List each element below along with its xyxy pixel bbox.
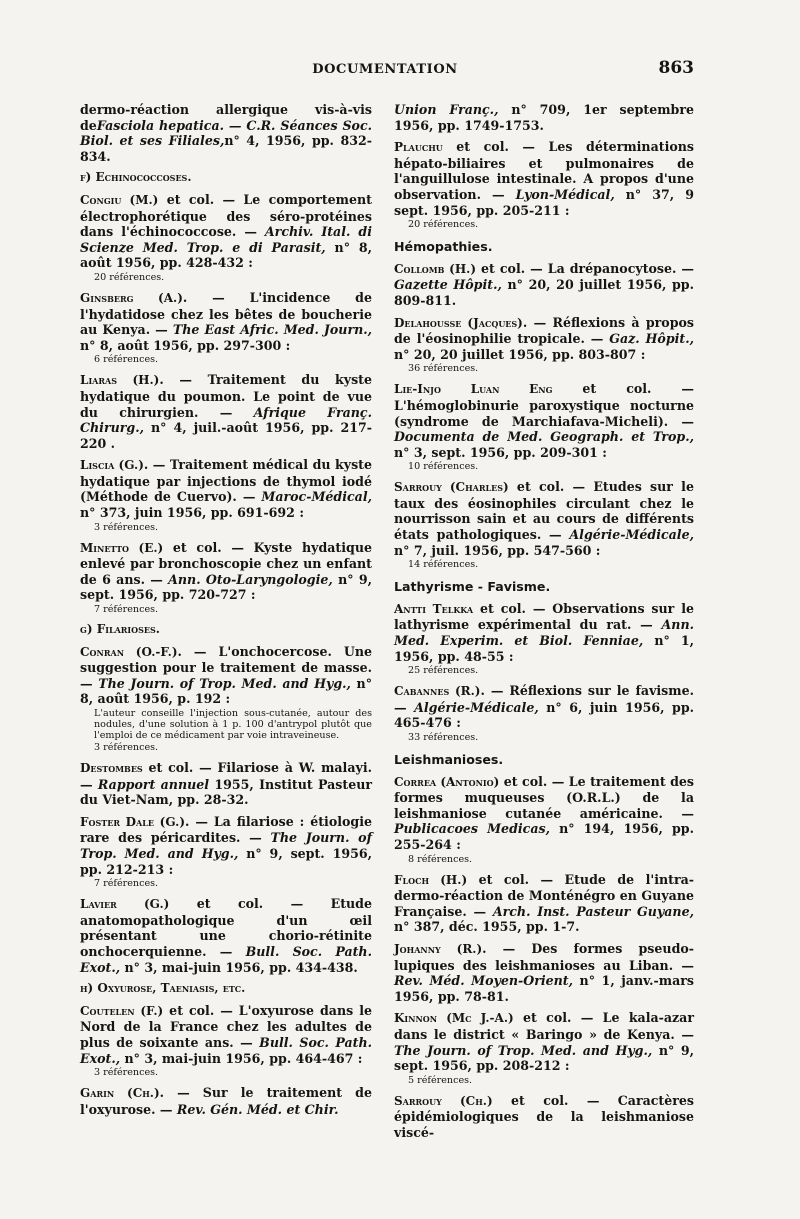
entry-body (394, 601, 694, 664)
entry-author: Sarrouy (Ch.) (394, 1093, 493, 1108)
entry-author: Plauchu (394, 140, 443, 155)
entry-publication: n° 3, sept. 1956, pp. 209-301 : (394, 444, 607, 460)
bibliography-entry (394, 479, 694, 571)
entry-author: Congiu (M.) (80, 192, 159, 207)
entry-author: Cabannes (R.) (394, 684, 481, 699)
entry-body (394, 102, 694, 133)
bibliography-entry (80, 760, 372, 808)
entry-body (394, 381, 694, 460)
entry-author: Floch (H.) (394, 872, 468, 887)
bibliography-entry (394, 872, 694, 935)
entry-author: Foster Dale (G.) (80, 814, 186, 829)
entry-references: 3 références. (94, 521, 159, 533)
section-heading: Hémopathies. (394, 239, 493, 255)
entry-body (80, 644, 372, 707)
entry-title: et col. — Le kala-azar dans le district « Baringo » de Kenya. — (394, 1010, 694, 1042)
entry-journal: Publicacoes Medicas, (394, 821, 550, 837)
entry-body (394, 479, 694, 558)
entry-references: 14 références. (408, 559, 479, 571)
bibliography-entry (394, 381, 694, 473)
entry-title: et col. — Le traitement des formes muqueuses (O.R.L.) de la leishmaniose cutanée américaine. — (394, 773, 694, 821)
entry-publication: n° 20, 20 juillet 1956, pp. 809-811. (394, 277, 694, 308)
bibliography-entry (394, 261, 694, 309)
entry-journal: Union Franç., (394, 102, 499, 117)
entry-references: 3 références. (94, 1067, 159, 1079)
entry-journal: Gaz. Hôpit., (609, 331, 694, 347)
entry-publication: n° 373, juin 1956, pp. 691-692 : (80, 505, 304, 521)
entry-title: et col. — La drépanocytose. — (476, 260, 694, 276)
entry-body (394, 872, 694, 935)
entry-publication: n° 37, 9 sept. 1956, pp. 205-211 : (394, 186, 695, 218)
entry-journal: The East Afric. Med. Journ., (172, 322, 373, 338)
entry-body (80, 192, 372, 271)
bibliography-entry (80, 814, 372, 890)
entry-publication: n° 4, juil.-août 1956, pp. 217-220 . (80, 420, 372, 451)
bibliography-entry (80, 102, 372, 164)
entry-references: 33 références. (408, 732, 479, 743)
page-number: 863 (658, 58, 694, 78)
bibliography-entry (80, 644, 372, 754)
entry-journal: Fasciola hepatica. — C.R. Séances Soc. Biol. et ses Filiales, (80, 117, 372, 149)
entry-body (394, 941, 694, 1004)
entry-publication: n° 8, août 1956, pp. 297-300 : (80, 337, 291, 353)
entry-author: Sarrouy (Charles) (394, 480, 509, 495)
entry-journal: Bull. Soc. Path. Exot., (80, 1034, 372, 1066)
entry-title: et col. — Etude anatomopathologique d'un œil présentant une chorio-rétinite onchocerquienne. — (80, 896, 372, 959)
entry-publication: n° 9, sept. 1956, pp. 212-213 : (80, 845, 372, 877)
entry-journal: Documenta de Med. Geograph. et Trop., (394, 429, 694, 445)
bibliography-entry (80, 457, 372, 533)
entry-body (80, 1085, 372, 1117)
entry-journal: Algérie-Médicale, (414, 699, 539, 715)
bibliography-entry (394, 601, 694, 677)
entry-body (394, 139, 694, 218)
bibliography-entry (80, 896, 372, 975)
entry-title: . — L'incidence de l'hydatidose chez les bêtes de boucherie au Kenya. — (80, 289, 372, 338)
entry-author: Delahousse (Jacques) (394, 315, 523, 330)
entry-title: . — L'onchocercose. Une suggestion pour le traitement de masse. — (80, 643, 372, 691)
entry-title: et col. — Caractères épidémiologiques de la leishmaniose viscé- (394, 1092, 694, 1140)
entry-references: 3 références. (94, 742, 159, 753)
entry-publication: n° 9, sept. 1956, pp. 720-727 : (80, 571, 372, 603)
entry-title: et col. — L'hémoglobinurie paroxystique nocturne (syndrome de Marchiafava-Micheli). — (394, 381, 694, 429)
entry-publication: n° 1, 1956, pp. 48-55 : (394, 633, 694, 664)
entry-body (80, 540, 372, 603)
bibliography-entry (394, 683, 694, 744)
entry-publication: 1955, Institut Pasteur du Viet-Nam, pp. 28-32. (80, 776, 372, 808)
entry-title: . — Réflexions sur le favisme. — (394, 683, 694, 715)
entry-author: Minetto (E.) (80, 540, 164, 555)
bibliography-entry (394, 941, 694, 1004)
entry-journal: The Journ. of Trop. Med. and Hyg., (98, 675, 351, 691)
entry-title: et col. — Les déterminations hépato-biliaires et pulmonaires de l'anguillulose intestinale. A propos d'une observation. — (394, 139, 694, 202)
entry-body (80, 457, 372, 520)
entry-title: et col. — Observations sur le lathyrisme expérimental du rat. — (394, 600, 694, 633)
entry-body (80, 1003, 372, 1066)
section-heading: Lathyrisme - Favisme. (394, 579, 551, 595)
entry-author: Johanny (R.) (394, 941, 483, 956)
entry-references: 7 références. (94, 878, 159, 890)
entry-body (80, 102, 372, 164)
entry-body (80, 760, 372, 808)
left-column (80, 102, 372, 1123)
entry-author: Garin (Ch.) (80, 1086, 160, 1101)
subsection-heading: f) Echinococcoses. (80, 170, 192, 185)
entry-journal: The Journ. of Trop. Med. and Hyg., (394, 1042, 653, 1058)
entry-journal: Lyon-Médical, (515, 186, 615, 202)
entry-journal: Archiv. Ital. di Scienze Med. Trop. e di Parasit, (80, 224, 372, 255)
entry-body (394, 1093, 694, 1141)
entry-publication: n° 194, 1956, pp. 255-264 : (394, 821, 694, 852)
entry-title: . — Traitement médical du kyste hydatique par injections de thymol iodé (Méthode de Cuervo). — (80, 457, 372, 505)
entry-author: Destombes (80, 761, 143, 775)
entry-title: . — Réflexions à propos de l'éosinophilie tropicale. — (394, 314, 694, 347)
entry-publication: n° 7, juil. 1956, pp. 547-560 : (394, 542, 601, 558)
entry-body (394, 261, 694, 309)
entry-title: et col. — Kyste hydatique enlevé par bronchoscopie chez un enfant de 6 ans. — (80, 539, 372, 587)
entry-journal: Rapport annuel (97, 776, 210, 792)
entry-references: 10 références. (408, 461, 479, 473)
bibliography-entry (394, 139, 694, 231)
entry-publication: n° 3, mai-juin 1956, pp. 434-438. (120, 959, 358, 975)
entry-title: et col. — Etudes sur le taux des éosinophiles circulant chez le nourrisson sain et au cours de différents états pathologiques. — (394, 479, 694, 543)
entry-publication: n° 20, 20 juillet 1956, pp. 803-807 : (394, 346, 646, 362)
bibliography-entry (80, 1003, 372, 1079)
entry-publication: n° 4, 1956, pp. 832-834. (80, 133, 372, 164)
right-column (394, 102, 694, 1146)
entry-publication: n° 387, déc. 1955, pp. 1-7. (394, 919, 580, 935)
section-heading: Leishmanioses. (394, 752, 504, 767)
entry-publication: n° 709, 1er septembre 1956, pp. 1749-1753. (394, 102, 694, 133)
entry-journal: Ann. Oto-Laryngologie, (168, 571, 333, 587)
entry-author: Correa (Antonio) (394, 774, 500, 789)
subsection-heading: g) Filarioses. (80, 622, 160, 637)
entry-journal: Rev. Méd. Moyen-Orient, (394, 973, 573, 989)
entry-body (394, 774, 694, 853)
bibliography-entry (80, 540, 372, 616)
entry-publication: n° 1, janv.-mars 1956, pp. 78-81. (394, 973, 694, 1004)
entry-title: et col. — L'oxyurose dans le Nord de la France chez les adultes de plus de soixante ans. — (80, 1002, 372, 1050)
running-title: DOCUMENTATION (312, 62, 458, 77)
entry-references: 20 références. (94, 271, 165, 283)
entry-journal: Bull. Soc. Path. Exot., (80, 943, 372, 975)
entry-journal: The Journ. of Trop. Med. and Hyg., (80, 830, 372, 861)
entry-title: et col. — Filariose à W. malayi. — (80, 760, 372, 792)
entry-author: Lavier (G.) (80, 897, 170, 912)
entry-author: Kinnon (Mc J.-A.) (394, 1011, 514, 1026)
bibliography-entry (80, 290, 372, 366)
entry-journal: Rev. Gén. Méd. et Chir. (176, 1101, 339, 1117)
entry-title: . — Traitement du kyste hydatique du poumon. Le point de vue du chirurgien. — (80, 372, 372, 420)
entry-publication: n° 3, mai-juin 1956, pp. 464-467 : (120, 1050, 363, 1066)
bibliography-entry (394, 315, 694, 376)
entry-author: Liscia (G.) (80, 458, 144, 473)
bibliography-entry (394, 774, 694, 866)
bibliography-entry (80, 1085, 372, 1117)
entry-journal: Arch. Inst. Pasteur Guyane, (492, 903, 694, 919)
entry-body (394, 1010, 694, 1073)
entry-author: Ginsberg (A.) (80, 290, 183, 305)
bibliography-entry (80, 192, 372, 284)
entry-author: Coutelen (F.) (80, 1003, 164, 1018)
entry-journal: Ann. Med. Experim. et Biol. Fenniae, (394, 617, 694, 649)
entry-journal: Afrique Franç. Chirurg., (80, 404, 372, 436)
entry-title: dermo-réaction allergique vis-à-vis de (80, 102, 372, 133)
entry-title: . — Des formes pseudo-lupiques des leishmanioses au Liban. — (394, 940, 695, 973)
bibliography-entry (394, 1093, 694, 1141)
entry-author: Conran (O.-F.) (80, 644, 178, 659)
entry-references: 25 références. (408, 665, 479, 677)
subsection-heading: h) Oxyurose, Taeniasis, etc. (80, 981, 246, 996)
entry-references: 5 références. (408, 1074, 473, 1086)
entry-references: 8 références. (408, 853, 473, 865)
entry-title: . — La filariose : étiologie rare des péricardites. — (80, 813, 373, 846)
entry-references: 7 références. (94, 604, 159, 616)
entry-journal: Gazette Hôpit., (394, 277, 502, 293)
entry-publication: n° 6, juin 1956, pp. 465-476 : (394, 699, 695, 731)
entry-title: et col. — Le comportement électrophorétique des séro-protéines dans l'échinococcose. — (80, 191, 372, 240)
entry-title: . — Sur le traitement de l'oxyurose. — (80, 1085, 372, 1117)
entry-author: Collomb (H.) (394, 261, 477, 276)
entry-references: 36 références. (408, 363, 479, 375)
entry-author: Lie-Injo Luan Eng (394, 382, 553, 397)
entry-body (80, 372, 372, 451)
bibliography-entry (394, 1010, 694, 1086)
entry-publication: n° 8, août 1956, pp. 428-432 : (80, 239, 372, 271)
entry-publication: n° 8, août 1956, p. 192 : (80, 675, 373, 707)
entry-publication: n° 9, sept. 1956, pp. 208-212 : (394, 1042, 695, 1074)
entry-references: 6 références. (94, 354, 159, 366)
entry-body (394, 315, 694, 363)
entry-journal: Maroc-Médical, (261, 489, 372, 505)
entry-note: L'auteur conseille l'injection sous-cutanée, autour des nodules, d'une solution à 1 p. 100 d'antrypol plutôt que l'emploi de ce médicament par voie intraveineuse. (94, 708, 372, 741)
entry-journal: Algérie-Médicale, (569, 527, 694, 543)
entry-body (394, 683, 694, 731)
entry-body (80, 814, 372, 877)
bibliography-entry (80, 372, 372, 451)
entry-title: et col. — Etude de l'intra-dermo-réaction de Monténégro en Guyane Française. — (394, 871, 694, 919)
entry-body (80, 896, 372, 975)
entry-references: 20 références. (408, 219, 479, 231)
bibliography-entry (394, 102, 694, 133)
entry-author: Liaras (H.) (80, 373, 160, 388)
entry-body (80, 290, 372, 353)
entry-author: Antti Telkka (394, 601, 474, 616)
